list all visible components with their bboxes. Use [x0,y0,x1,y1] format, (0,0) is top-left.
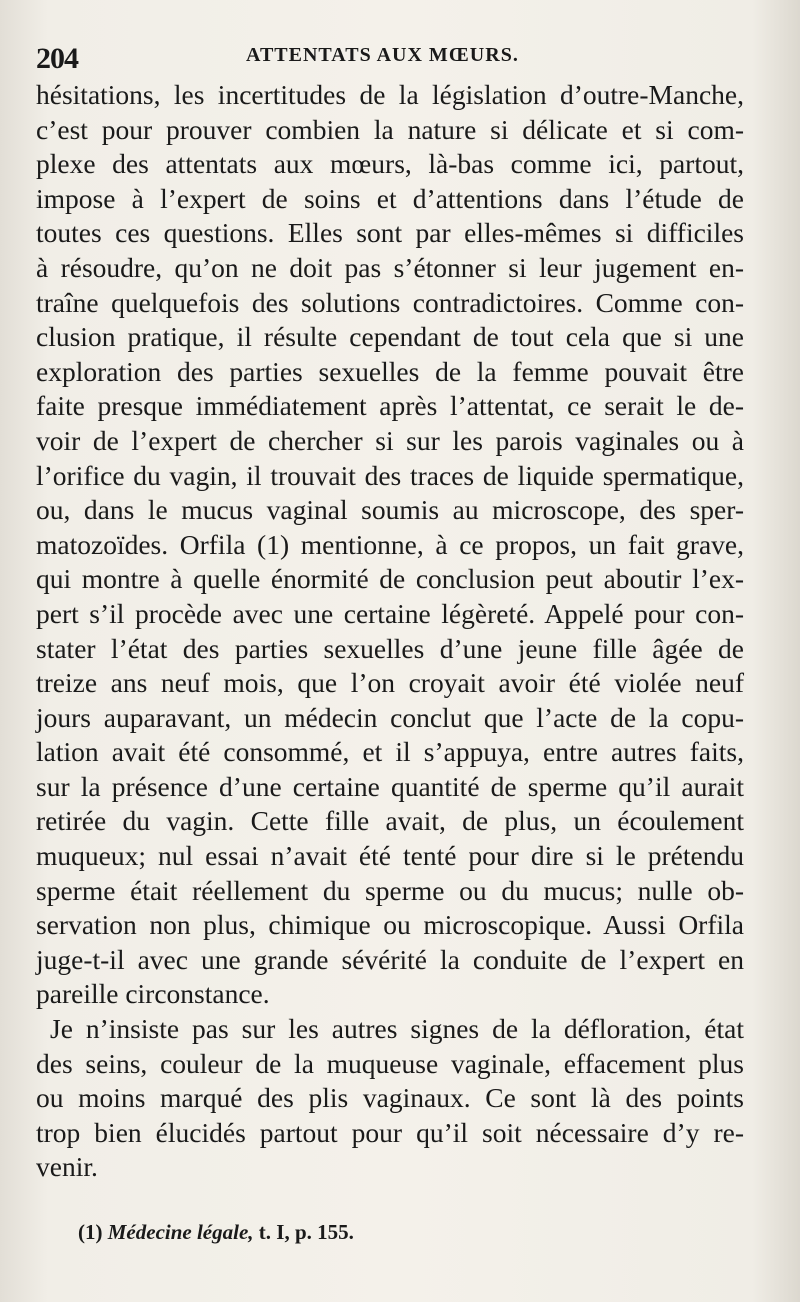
text-line: sperme était réellement du sperme ou du mucus; nulle ob- [36,874,744,906]
footnote-marker: (1) [78,1220,103,1244]
text-line: des seins, couleur de la muqueuse vaginale, effacement plus [36,1047,744,1079]
footnote-title: Médecine légale, [107,1220,254,1244]
text-line: trop bien élucidés partout pour qu’il soit nécessaire d’y re- [36,1116,744,1148]
paragraph [36,78,744,1012]
text-line: juge-t-il avec une grande sévérité la conduite de l’expert en [36,943,744,975]
text-line: treize ans neuf mois, que l’on croyait avoir été violée neuf [36,667,744,699]
text-line: stater l’état des parties sexuelles d’une jeune fille âgée de [36,632,744,664]
text-line: jours auparavant, un médecin conclut que l’acte de la copu- [36,701,744,733]
text-line: matozoïdes. Orfila (1) mentionne, à ce propos, un fait grave, [36,528,744,560]
text-line: c’est pour prouver combien la nature si délicate et si com- [36,113,744,145]
text-line: clusion pratique, il résulte cependant de tout cela que si une [36,321,744,353]
page-header [36,34,744,75]
text-line: venir. [36,1151,98,1183]
text-line: l’orifice du vagin, il trouvait des traces de liquide spermatique, [36,459,744,491]
text-line: servation non plus, chimique ou microscopique. Aussi Orfila [36,909,744,941]
text-line: voir de l’expert de chercher si sur les parois vaginales ou à [36,424,744,456]
text-line: plexe des attentats aux mœurs, là-bas comme ici, partout, [36,148,744,180]
text-line: hésitations, les incertitudes de la législation d’outre-Manche, [36,79,744,110]
text-line: traîne quelquefois des solutions contradictoires. Comme con- [36,286,744,318]
text-line: Je n’insiste pas sur les autres signes de la défloration, état [50,1013,744,1045]
running-head: ATTENTATS AUX MŒURS. [246,44,519,66]
body-text [36,78,744,1185]
text-line: faite presque immédiatement après l’attentat, ce serait le de- [36,390,744,422]
text-line: toutes ces questions. Elles sont par elles-mêmes si difficiles [36,217,744,249]
footnote [78,1220,354,1245]
text-line: qui montre à quelle énormité de conclusion peut aboutir l’ex- [36,563,744,595]
text-line: pert s’il procède avec une certaine légèreté. Appelé pour con- [36,597,744,629]
text-line: ou, dans le mucus vaginal soumis au microscope, des sper- [36,494,744,526]
text-line: lation avait été consommé, et il s’appuya, entre autres faits, [36,736,744,768]
text-line: impose à l’expert de soins et d’attentions dans l’étude de [36,182,744,214]
text-line: sur la présence d’une certaine quantité de sperme qu’il aurait [36,770,744,802]
text-line: ou moins marqué des plis vaginaux. Ce sont là des points [36,1082,744,1114]
text-line: pareille circonstance. [36,978,270,1010]
paragraph [36,1012,744,1185]
page-number: 204 [36,42,78,75]
text-line: retirée du vagin. Cette fille avait, de plus, un écoulement [36,805,744,837]
text-line: muqueux; nul essai n’avait été tenté pour dire si le prétendu [36,840,744,872]
footnote-reference: t. I, p. 155. [258,1220,354,1244]
text-line: à résoudre, qu’on ne doit pas s’étonner si leur jugement en- [36,251,744,283]
text-line: exploration des parties sexuelles de la femme pouvait être [36,355,744,387]
